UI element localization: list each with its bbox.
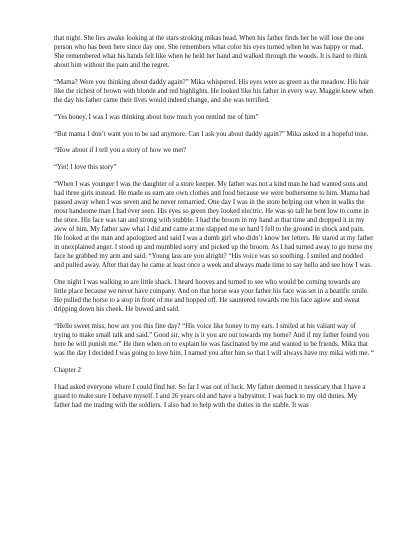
paragraph: “But mama I don’t want you to be sad anymore. Can I ask you about daddy again?” Mika asked in a hopeful tone.: [54, 130, 369, 138]
paragraph: that night. She lies awake looking at the stars stroking mikas head. When his father finds her he will lose the one person who has been here since day one. She remembers what color his eyes turned when he was happy or mad. She remembered what his hands felt like when he held her hand and walked through the woods. It is hard to think about him without the pain and the regret.: [54, 35, 368, 70]
paragraph: One night I was walking to are little shack. I heard hooves and turned to see who would be coming towards are little place because we never have company. And on that horse was your father his face was set in a beatific smile. He pulled the horse to a stop in front of me and hopped off. He sauntered towards me his face aglow and sweat dripping down his cheek. He bowed and said.: [54, 279, 369, 314]
paragraph: “Mama? Were you thinking about daddy again?” Mika whispered. His eyes were as green as the meadow. His hair like the richest of brown with blonde and red highlights. He looked like his father in every way. Maggie knew when the day his father came their lives would indeed change, and she was terrified.: [54, 78, 374, 105]
paragraph: “Hello sweet miss, how are you this fine day? “His voice like honey to my ears. I smiled at his valiant way of trying to make small talk and said.” Good sir, why is it you are out towards my home? And if my father found you here he will punish me.” He then when on to explain he was fascinated by me and wanted to be friends. Mika that was the day I decided I was going to love him. I named you after him so that I will always have my mika with me. “: [54, 323, 374, 358]
chapter-heading: Chapter 2: [54, 367, 81, 375]
paragraph: “How about if I tell you a story of how we met?: [54, 147, 187, 155]
paragraph: “When I was younger I was the daughter of a store keeper. My father was not a kind man he had wanted sons and had three girls instead. He made us earn are own clothes and food because we were bothersome to him. Mama had passed away when I was seven and he never remarried. One day I was in the store helping out when in walks the most handsome man I had ever seen. His eyes so green they looked electric. He was so tall he bent low to come in the store. His face was tan and strong with stubble. I had the broom in my hand at that time and dropped it in my aww of him. My father saw what I did and came at me slapped me so hard I fell to the ground in shock and pain. He looked at the man and apologized and said I was a dumb girl who didn’t know her letters. He stared at my father in unexplained anger. I stood up and mumbled sorry and picked up the broom. As I had turned away to go nurse my face he grabbed my arm and said. “Young lass are you alright? “His voice was so soothing. I smiled and nodded and pulled away. After that day he came at least once a week and always made time to say hello and see how I was.: [54, 180, 374, 270]
paragraph: “Yes honey, I was I was thinking about how much you remind me of him”: [54, 113, 259, 121]
paragraph: “Yet! I love this story”: [54, 163, 117, 171]
paragraph: I had asked everyone where I could find her. So far I was out of luck. My father deemed it nessicary that I have a guard to make sure I behave myself. I and 26 years old and have a babysitter. I was back to my old duties. My father had me trading with the soldiers. I also had to help with the duties in the stable. It was: [54, 383, 366, 409]
